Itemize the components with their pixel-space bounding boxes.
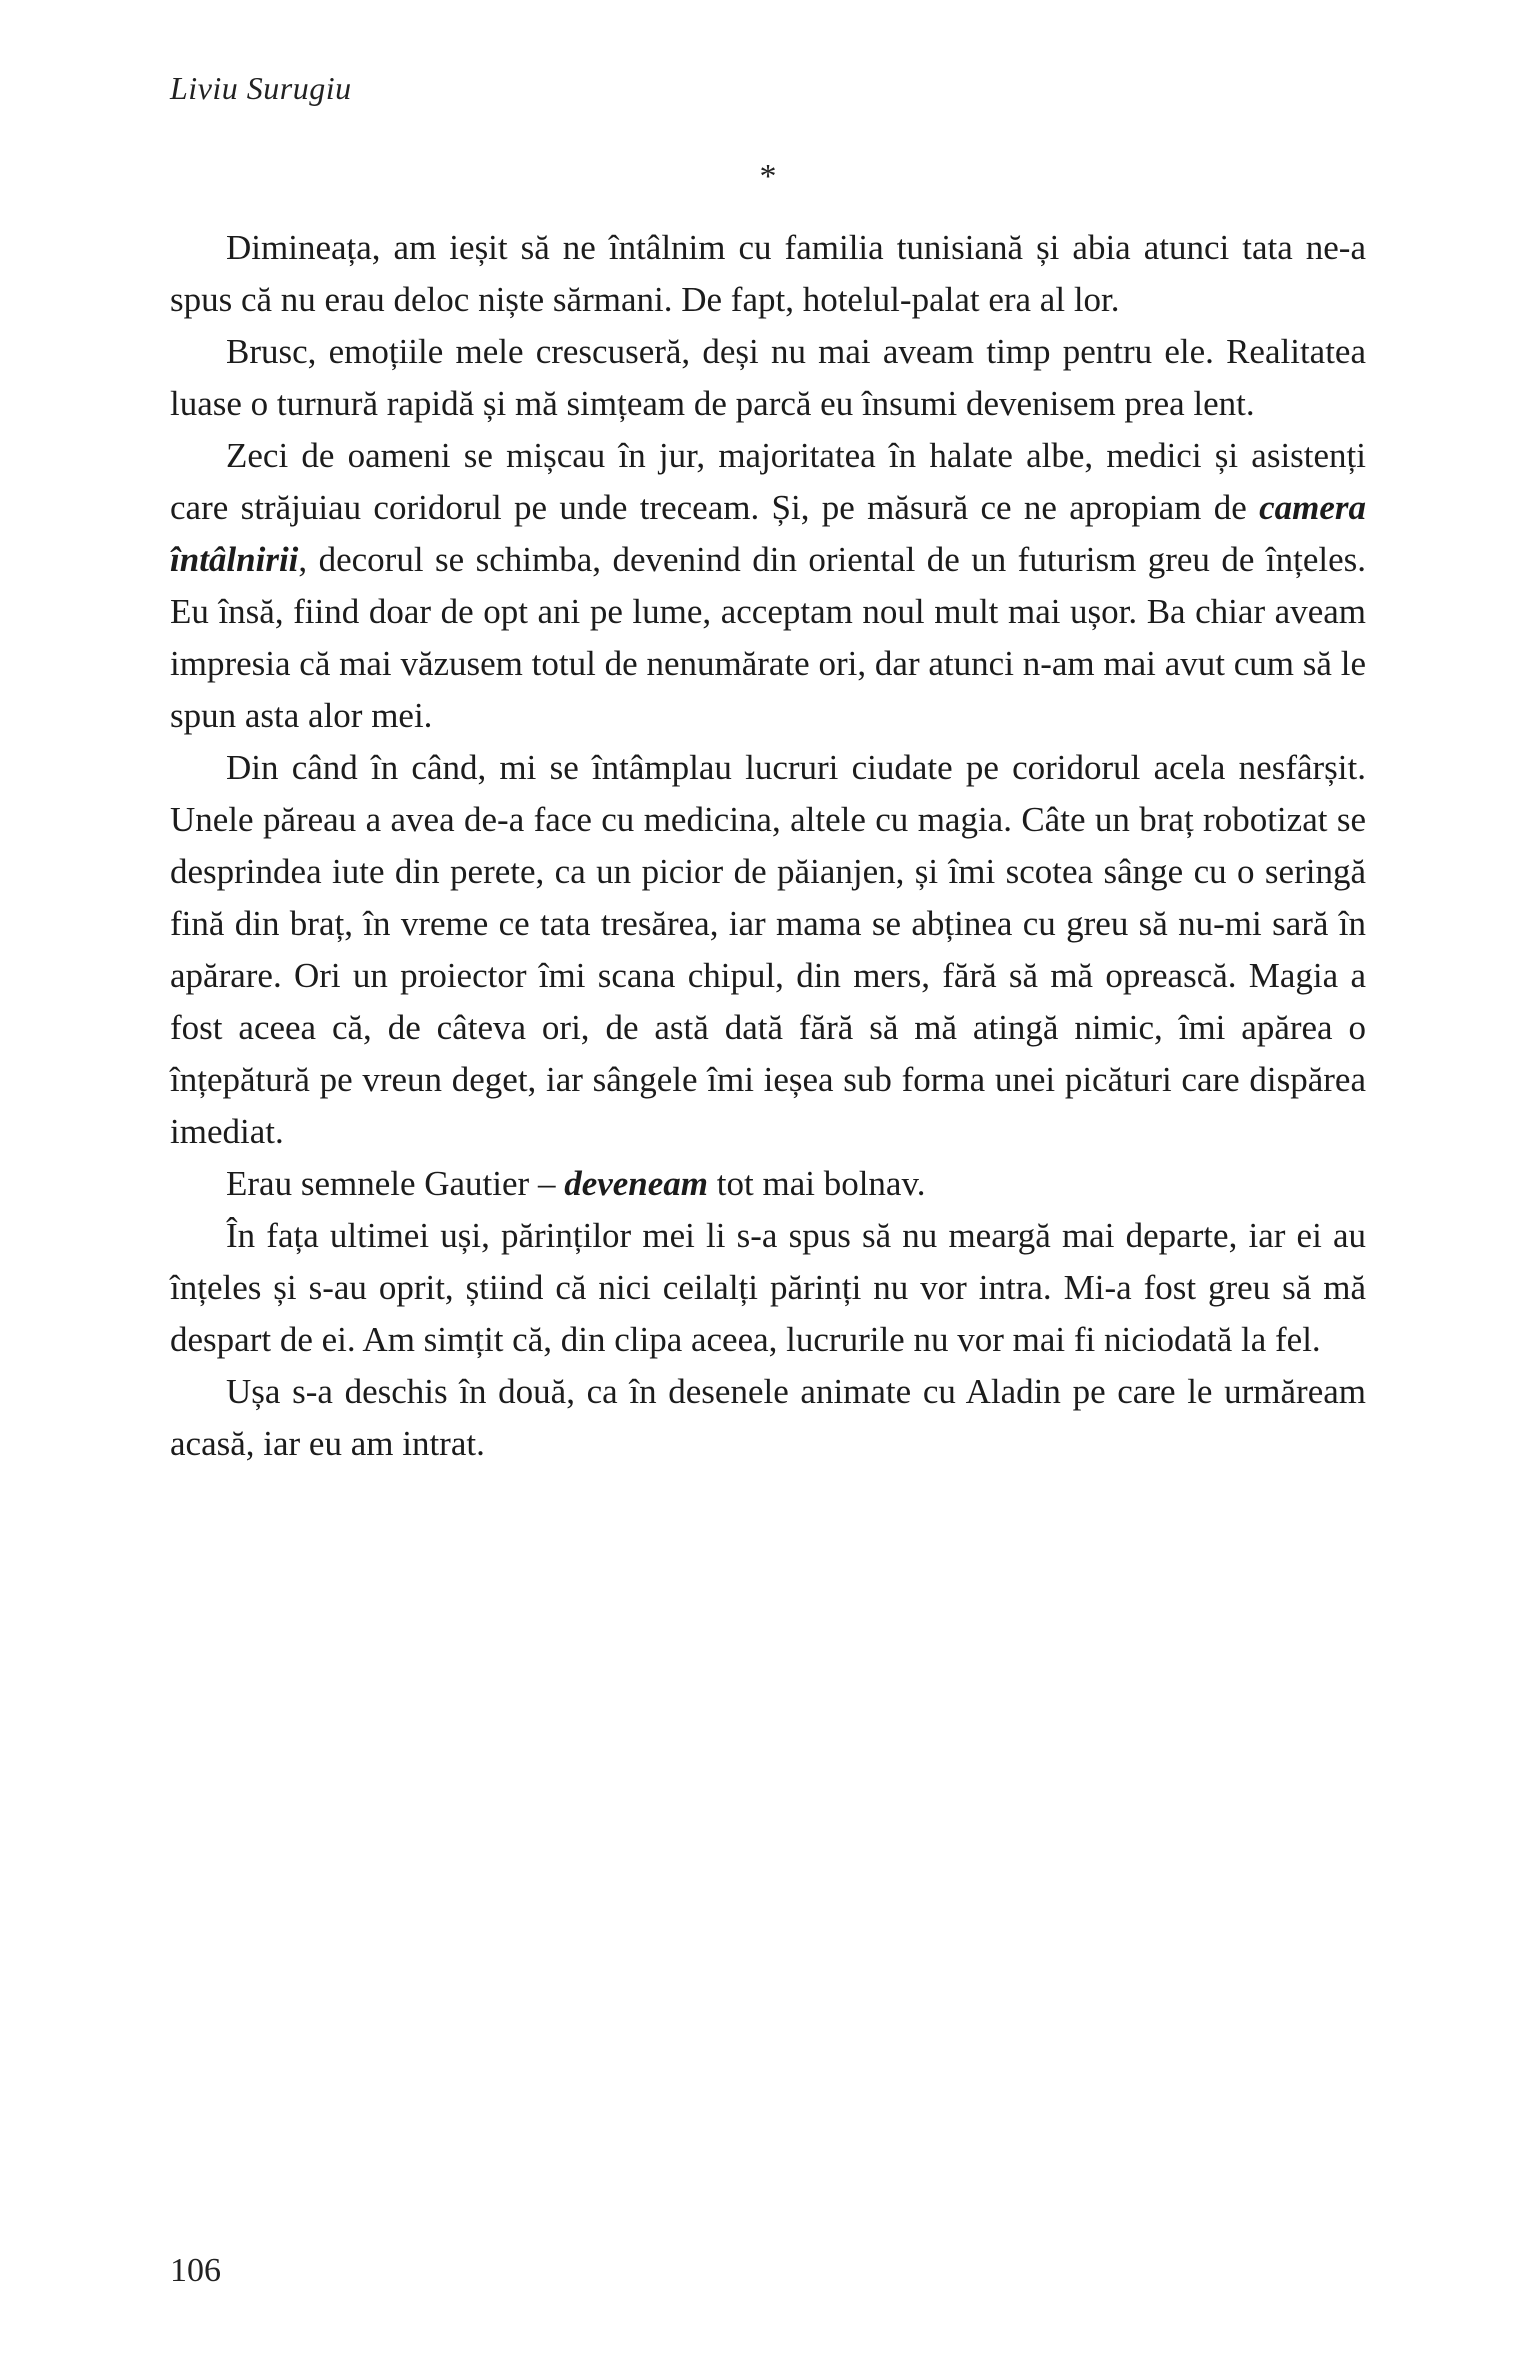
paragraph xyxy=(170,1210,1366,1366)
paragraph-text: Dimineața, am ieșit să ne întâlnim cu familia tunisiană și abia atunci tata ne-a spus că nu erau deloc niște sărmani. De fapt, hotelul-palat era al lor. xyxy=(170,228,1366,319)
paragraph xyxy=(170,742,1366,1158)
emphasized-text: camera întâlnirii xyxy=(170,488,1366,579)
paragraph xyxy=(170,326,1366,430)
body-text xyxy=(170,222,1366,1470)
running-header: Liviu Surugiu xyxy=(170,70,352,106)
paragraph-text: Zeci de oameni se mișcau în jur, majoritatea în halate albe, medici și asistenți care străjuiau coridorul pe unde treceam. Și, pe măsură ce ne apropiam de xyxy=(170,436,1366,527)
paragraph-text: Erau semnele Gautier – xyxy=(226,1164,565,1203)
paragraph xyxy=(170,430,1366,742)
emphasized-text: deveneam xyxy=(564,1164,709,1203)
paragraph-text: , decorul se schimba, devenind din oriental de un futurism greu de înțeles. Eu însă, fiind doar de opt ani pe lume, acceptam noul mult mai ușor. Ba chiar aveam impresia că mai văzusem totul de nenumărate ori, dar atunci n-am mai avut cum să le spun asta alor mei. xyxy=(170,540,1366,735)
paragraph-text: În fața ultimei uși, părinților mei li s-a spus să nu meargă mai departe, iar ei au înțeles și s-au oprit, știind că nici ceilalți părinți nu vor intra. Mi-a fost greu să mă despart de ei. Am simțit că, din clipa aceea, lucrurile nu vor mai fi niciodată la fel. xyxy=(170,1216,1366,1359)
paragraph-text: Ușa s-a deschis în două, ca în desenele animate cu Aladin pe care le urmăream acasă, iar eu am intrat. xyxy=(170,1372,1366,1463)
section-break-asterisk: * xyxy=(759,158,777,195)
paragraph xyxy=(170,1366,1366,1470)
page-number: 106 xyxy=(170,2252,221,2289)
paragraph-text: tot mai bolnav. xyxy=(708,1164,926,1203)
paragraph xyxy=(170,222,1366,326)
paragraph xyxy=(170,1158,1366,1210)
paragraph-text: Din când în când, mi se întâmplau lucruri ciudate pe coridorul acela nesfârșit. Unele păreau a avea de-a face cu medicina, altele cu magia. Câte un braț robotizat se desprindea iute din perete, ca un picior de păianjen, și îmi scotea sânge cu o seringă fină din braț, în vreme ce tata tresărea, iar mama se abținea cu greu să nu-mi sară în apărare. Ori un proiector îmi scana chipul, din mers, fără să mă oprească. Magia a fost aceea că, de câteva ori, de astă dată fără să mă atingă nimic, îmi apărea o înțepătură pe vreun deget, iar sângele îmi ieșea sub forma unei picături care dispărea imediat. xyxy=(170,748,1366,1151)
paragraph-text: Brusc, emoțiile mele crescuseră, deși nu mai aveam timp pentru ele. Realitatea luase o turnură rapidă și mă simțeam de parcă eu însumi devenisem prea lent. xyxy=(170,332,1366,423)
